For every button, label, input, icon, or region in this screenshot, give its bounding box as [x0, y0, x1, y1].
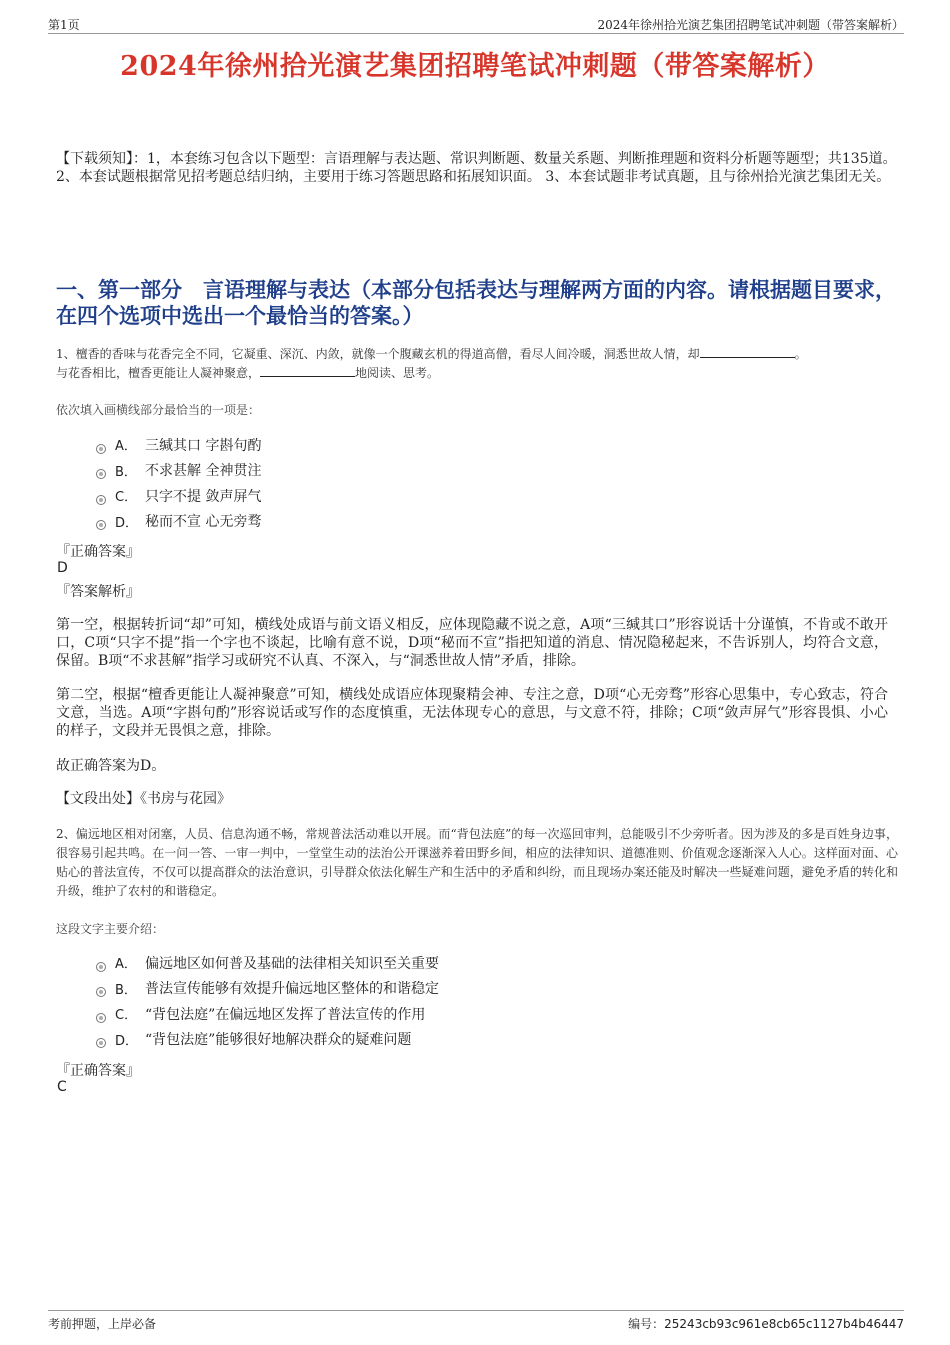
- section-heading: 一、第一部分 言语理解与表达（本部分包括表达与理解两方面的内容。请根据题目要求，在四个选项中选出一个最恰当的答案。）: [56, 277, 896, 328]
- option-d[interactable]: D． 秘而不宣 心无旁骛: [96, 509, 261, 535]
- footer-slogan: 考前押题，上岸必备: [48, 1317, 157, 1331]
- question-2-options: [96, 950, 439, 1052]
- option-b[interactable]: B． 普法宣传能够有效提升偏远地区整体的和谐稳定: [96, 976, 439, 1002]
- header-doc-title: 2024年徐州拾光演艺集团招聘笔试冲刺题（带答案解析）: [597, 18, 904, 32]
- answer-blank-2: [260, 365, 355, 377]
- question-1-instruction: 依次填入画横线部分最恰当的一项是：: [56, 403, 261, 417]
- answer-blank-1: [700, 346, 795, 358]
- correct-answer: C: [57, 1079, 67, 1095]
- question-1-text: 1、檀香的香味与花香完全不同，它凝重、深沉、内敛，就像一个腹藏玄机的得道高僧，看尽人间冷暖，洞悉世故人情，却 。 与花香相比，檀香更能让人凝神聚意， 地阅读、思考。: [56, 347, 807, 380]
- analysis-label: 『答案解析』: [56, 584, 140, 600]
- correct-answer-label: 『正确答案』: [56, 544, 140, 560]
- question-2-instruction: 这段文字主要介绍：: [56, 922, 165, 936]
- page-header: [48, 14, 904, 34]
- document-title: 2024年徐州拾光演艺集团招聘笔试冲刺题（带答案解析）: [120, 51, 830, 82]
- radio-icon[interactable]: [96, 444, 106, 454]
- option-b[interactable]: B． 不求甚解 全神贯注: [96, 458, 261, 484]
- correct-answer-label: 『正确答案』: [56, 1063, 140, 1079]
- option-c[interactable]: C． “背包法庭”在偏远地区发挥了普法宣传的作用: [96, 1001, 439, 1027]
- footer-code: 编号：25243cb93c961e8cb65c1127b4b46447: [628, 1317, 904, 1331]
- radio-icon[interactable]: [96, 495, 106, 505]
- analysis-conclusion: 故正确答案为D。: [56, 758, 166, 774]
- question-1-options: [96, 432, 261, 534]
- analysis-paragraph-1: 第一空，根据转折词“却”可知，横线处成语与前文语义相反，应体现隐藏不说之意，A项“三缄其口”形容说话十分谨慎，不肯或不敢开口，C项“只字不提”指一个字也不谈起，比喻有意不说，D项“秘而不宣”指把知道的消息、情况隐秘起来，不告诉别人，均符合文意，保留。B项“不求甚解”指学习或研究不认真、不深入，与“洞悉世故人情”矛盾，排除。: [56, 617, 888, 669]
- option-a[interactable]: A． 偏远地区如何普及基础的法律相关知识至关重要: [96, 950, 439, 976]
- radio-icon[interactable]: [96, 987, 106, 997]
- passage-source: 【文段出处】《书房与花园》: [56, 791, 231, 807]
- radio-icon[interactable]: [96, 1013, 106, 1023]
- option-a[interactable]: A． 三缄其口 字斟句酌: [96, 432, 261, 458]
- analysis-paragraph-2: 第二空，根据“檀香更能让人凝神聚意”可知，横线处成语应体现聚精会神、专注之意，D项“心无旁骛”形容心思集中，专心致志，符合文意，当选。A项“字斟句酌”形容说话或写作的态度慎重，无法体现专心的意思，与文意不符，排除；C项“敛声屏气”形容畏惧、小心的样子，文段并无畏惧之意，排除。: [56, 687, 888, 739]
- radio-icon[interactable]: [96, 962, 106, 972]
- page-footer: [48, 1310, 904, 1335]
- correct-answer: D: [57, 560, 68, 576]
- page-number: 第1页: [48, 18, 80, 32]
- question-2-text: 2、偏远地区相对闭塞，人员、信息沟通不畅，常规普法活动难以开展。而“背包法庭”的每一次巡回审判，总能吸引不少旁听者。因为涉及的多是百姓身边事，很容易引起共鸣。在一问一答、一审一判中，一堂堂生动的法治公开课滋养着田野乡间，相应的法律知识、道德准则、价值观念逐渐深入人心。这样面对面、心贴心的普法宣传，不仅可以提高群众的法治意识，引导群众依法化解生产和生活中的矛盾和纠纷，而且现场办案还能及时解决一些疑难问题，避免矛盾的转化和升级，维护了农村的和谐稳定。: [56, 827, 898, 898]
- option-d[interactable]: D． “背包法庭”能够很好地解决群众的疑难问题: [96, 1027, 439, 1053]
- radio-icon[interactable]: [96, 1038, 106, 1048]
- download-notice: 【下载须知】：1，本套练习包含以下题型：言语理解与表达题、常识判断题、数量关系题、判断推理题和资料分析题等题型；共135道。 2、本套试题根据常见招考题总结归纳，主要用于练习答题思路和拓展知识面。 3、本套试题非考试真题，且与徐州拾光演艺集团无关。: [56, 151, 897, 185]
- radio-icon[interactable]: [96, 469, 106, 479]
- option-c[interactable]: C． 只字不提 敛声屏气: [96, 483, 261, 509]
- radio-icon[interactable]: [96, 520, 106, 530]
